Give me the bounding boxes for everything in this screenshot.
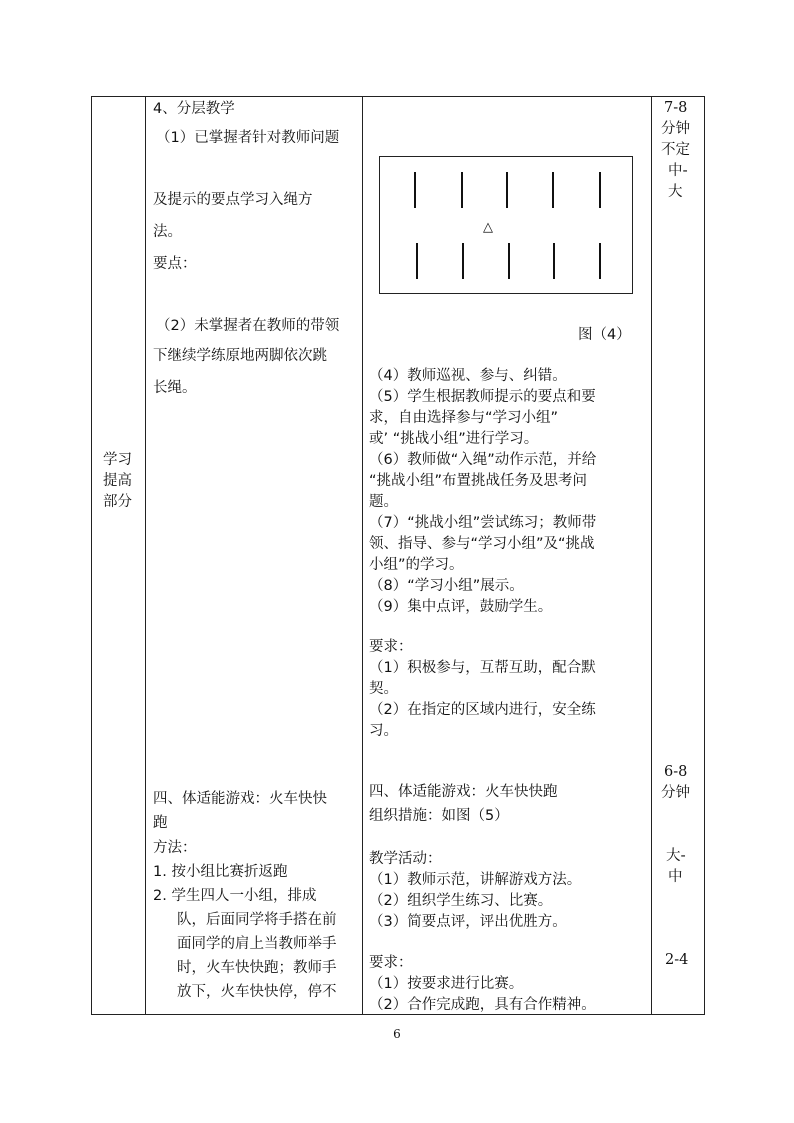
content-line: 契。 xyxy=(369,681,398,697)
content-line: （1）已掌握者针对教师问题 xyxy=(156,130,340,146)
student-marker xyxy=(416,243,418,279)
content-line: 4、分层教学 xyxy=(153,101,235,117)
column-divider-1 xyxy=(145,96,146,1014)
content-line: （1）按要求进行比赛。 xyxy=(369,976,524,992)
content-line: 四、体适能游戏：火车快快 xyxy=(153,791,327,807)
section-label-line: 学习 xyxy=(103,452,132,468)
count-value: 不定 xyxy=(661,142,690,158)
student-marker xyxy=(552,172,554,208)
student-marker xyxy=(506,172,508,208)
student-marker xyxy=(414,172,416,208)
content-line: （6）教师做“入绳”动作示范，并给 xyxy=(369,452,597,468)
teacher-triangle-icon: △ xyxy=(483,220,493,235)
content-line: （4）教师巡视、参与、纠错。 xyxy=(369,368,567,384)
content-line: （2）组织学生练习、比赛。 xyxy=(369,893,553,909)
column-divider-3 xyxy=(651,96,652,1014)
count-value: 2-4 xyxy=(665,952,689,968)
content-line: 组织措施：如图（5） xyxy=(369,808,509,824)
student-marker xyxy=(599,172,601,208)
content-line: 下继续学练原地两脚依次跳 xyxy=(153,348,327,364)
duration-unit: 分钟 xyxy=(661,121,690,137)
content-line: （2）未掌握者在教师的带领 xyxy=(156,318,340,334)
content-line: 长绳。 xyxy=(153,380,197,396)
content-line: 跑 xyxy=(153,815,168,831)
duration-unit: 分钟 xyxy=(661,785,690,801)
intensity-value: 大- xyxy=(666,848,686,864)
content-line: （1）积极参与，互帮互助，配合默 xyxy=(369,660,596,676)
content-line: （3）简要点评，评出优胜方。 xyxy=(369,914,567,930)
formation-diagram xyxy=(379,156,633,294)
content-line: 法。 xyxy=(153,224,182,240)
page-number: 6 xyxy=(393,1027,401,1041)
content-line: 要点： xyxy=(153,256,197,272)
content-line: 教学活动： xyxy=(369,851,442,867)
content-line: （2）合作完成跑，具有合作精神。 xyxy=(369,997,596,1013)
content-line: （9）集中点评，鼓励学生。 xyxy=(369,599,553,615)
intensity-value: 中 xyxy=(668,869,683,885)
content-line: 要求： xyxy=(369,955,413,971)
intensity-value: 大 xyxy=(668,184,683,200)
figure-caption: 图（4） xyxy=(578,327,631,343)
content-line: 及提示的要点学习入绳方 xyxy=(153,192,313,208)
content-line: （7）“挑战小组”尝试练习；教师带 xyxy=(369,515,597,531)
content-line: （8）“学习小组”展示。 xyxy=(369,578,524,594)
student-marker xyxy=(599,243,601,279)
list-item-continuation: 队，后面同学将手搭在前 xyxy=(177,912,337,928)
list-item-continuation: 放下，火车快快停，停不 xyxy=(177,984,337,1000)
student-marker xyxy=(553,243,555,279)
list-item: 1. 按小组比赛折返跑 xyxy=(153,864,288,880)
section-label-line: 部分 xyxy=(103,494,132,510)
duration-value: 6-8 xyxy=(664,764,688,780)
content-line: 方法： xyxy=(153,840,197,856)
content-line: 习。 xyxy=(369,723,398,739)
content-line: 或’ “挑战小组”进行学习。 xyxy=(369,431,539,447)
content-line: （1）教师示范，讲解游戏方法。 xyxy=(369,872,582,888)
intensity-value: 中- xyxy=(668,163,688,179)
list-item-continuation: 面同学的肩上当教师举手 xyxy=(177,936,337,952)
content-line: 小组”的学习。 xyxy=(369,557,464,573)
content-line: （5）学生根据教师提示的要点和要 xyxy=(369,389,596,405)
content-line: 四、体适能游戏：火车快快跑 xyxy=(369,784,558,800)
list-item: 2. 学生四人一小组，排成 xyxy=(153,888,317,904)
column-divider-2 xyxy=(362,96,363,1014)
content-line: 求，自由选择参与“学习小组” xyxy=(369,410,559,426)
student-marker xyxy=(508,243,510,279)
content-line: 要求： xyxy=(369,639,413,655)
student-marker xyxy=(462,243,464,279)
section-label-line: 提高 xyxy=(103,473,132,489)
content-line: （2）在指定的区域内进行，安全练 xyxy=(369,702,596,718)
duration-value: 7-8 xyxy=(664,100,688,116)
student-marker xyxy=(461,172,463,208)
content-line: 领、指导、参与“学习小组”及“挑战 xyxy=(369,536,595,552)
content-line: 题。 xyxy=(369,494,398,510)
list-item-continuation: 时，火车快快跑；教师手 xyxy=(177,960,337,976)
content-line: “挑战小组”布置挑战任务及思考问 xyxy=(369,473,588,489)
